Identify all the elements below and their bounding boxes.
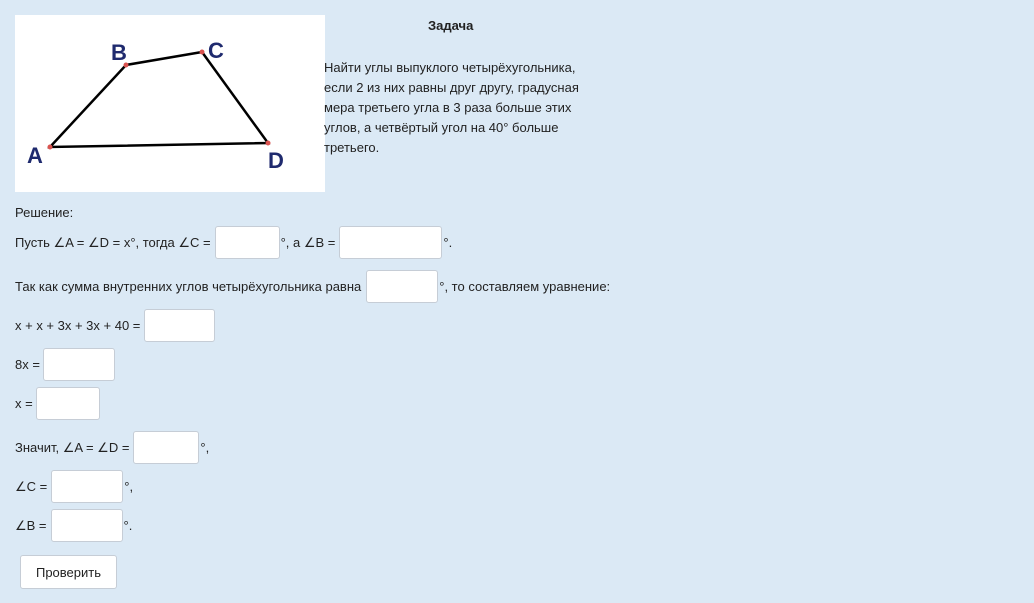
- angle-c-final-input[interactable]: [51, 470, 123, 503]
- line2-suffix: °, то составляем уравнение:: [439, 279, 611, 294]
- line7-suffix: °,: [124, 479, 134, 494]
- vertex-point-d: [266, 141, 271, 146]
- vertex-label-b: B: [111, 40, 127, 65]
- line2-prefix: Так как сумма внутренних углов четырёхугольника равна: [15, 279, 362, 294]
- vertex-point-c: [200, 50, 205, 55]
- solution-line-8: [15, 509, 132, 542]
- angle-a-d-input[interactable]: [133, 431, 199, 464]
- solution-line-3: [15, 309, 216, 342]
- angle-sum-input[interactable]: [366, 270, 438, 303]
- line1-suffix: °.: [443, 235, 453, 250]
- task-title: Задача: [428, 18, 474, 33]
- line6-suffix: °,: [200, 440, 210, 455]
- quadrilateral-figure: [15, 15, 325, 192]
- solution-line-7: [15, 470, 133, 503]
- line6-prefix: Значит, ∠A = ∠D =: [15, 439, 130, 455]
- solution-line-5: [15, 387, 101, 420]
- solution-heading: Решение:: [15, 204, 74, 220]
- eight-x-input[interactable]: [43, 348, 115, 381]
- vertex-label-a: A: [27, 143, 43, 168]
- vertex-label-d: D: [268, 148, 284, 173]
- line1-middle: °, а ∠B =: [280, 234, 336, 250]
- quadrilateral-shape: [50, 52, 268, 147]
- angle-c-input[interactable]: [215, 226, 280, 259]
- task-text: Найти углы выпуклого четырёхугольника, если 2 из них равны друг другу, градусная мера третьего угла в 3 раза больше этих углов, а четвёртый угол на 40° больше третьего.: [324, 60, 579, 155]
- solution-line-2: [15, 270, 610, 303]
- line7-prefix: ∠C =: [15, 478, 48, 494]
- x-value-input[interactable]: [36, 387, 100, 420]
- line5-prefix: x =: [15, 396, 33, 411]
- quadrilateral-drawing: [15, 15, 325, 192]
- line4-prefix: 8x =: [15, 357, 40, 372]
- vertex-label-c: C: [208, 38, 224, 63]
- solution-line-6: [15, 431, 209, 464]
- angle-b-input[interactable]: [339, 226, 442, 259]
- angle-b-final-input[interactable]: [51, 509, 123, 542]
- solution-line-1: [15, 226, 452, 259]
- solution-line-4: [15, 348, 116, 381]
- vertex-point-a: [48, 145, 53, 150]
- line8-suffix: °.: [123, 518, 133, 533]
- check-button[interactable]: Проверить: [20, 555, 117, 589]
- line8-prefix: ∠B =: [15, 517, 47, 533]
- line3-prefix: x + x + 3x + 3x + 40 =: [15, 318, 141, 333]
- equation-result-input[interactable]: [144, 309, 215, 342]
- line1-prefix: Пусть ∠A = ∠D = x°, тогда ∠C =: [15, 234, 211, 250]
